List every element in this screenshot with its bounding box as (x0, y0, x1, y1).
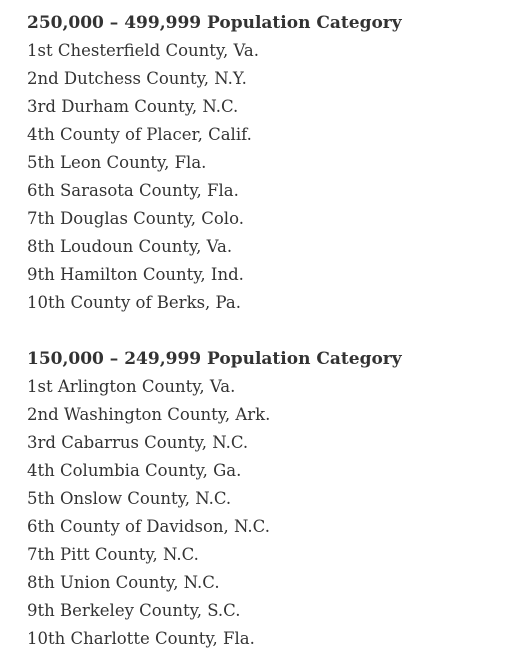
county-rank-item: 10th Charlotte County, Fla. (27, 629, 255, 648)
county-rank-item: 8th Union County, N.C. (27, 573, 220, 592)
county-rank-list (27, 37, 521, 317)
county-rank-item: 4th Columbia County, Ga. (27, 461, 242, 480)
county-rank-item: 5th Leon County, Fla. (27, 153, 207, 172)
county-rank-item: 4th County of Placer, Calif. (27, 125, 252, 144)
county-rank-item: 9th Hamilton County, Ind. (27, 265, 244, 284)
article-content (27, 9, 521, 653)
county-rank-item: 10th County of Berks, Pa. (27, 293, 241, 312)
county-rank-item: 2nd Washington County, Ark. (27, 405, 271, 424)
population-category-250k-499k (27, 9, 521, 317)
county-rank-item: 5th Onslow County, N.C. (27, 489, 232, 508)
county-rank-list (27, 373, 521, 653)
category-heading: 250,000 – 499,999 Population Category (27, 13, 402, 33)
county-rank-item: 8th Loudoun County, Va. (27, 237, 233, 256)
county-rank-item: 1st Arlington County, Va. (27, 377, 236, 396)
county-rank-item: 6th Sarasota County, Fla. (27, 181, 239, 200)
population-category-150k-249k (27, 345, 521, 653)
county-rank-item: 3rd Durham County, N.C. (27, 97, 239, 116)
county-rank-item: 3rd Cabarrus County, N.C. (27, 433, 249, 452)
county-rank-item: 1st Chesterfield County, Va. (27, 41, 260, 60)
category-heading: 150,000 – 249,999 Population Category (27, 349, 402, 369)
county-rank-item: 7th Pitt County, N.C. (27, 545, 199, 564)
county-rank-item: 7th Douglas County, Colo. (27, 209, 244, 228)
county-rank-item: 9th Berkeley County, S.C. (27, 601, 241, 620)
county-rank-item: 6th County of Davidson, N.C. (27, 517, 270, 536)
county-rank-item: 2nd Dutchess County, N.Y. (27, 69, 247, 88)
